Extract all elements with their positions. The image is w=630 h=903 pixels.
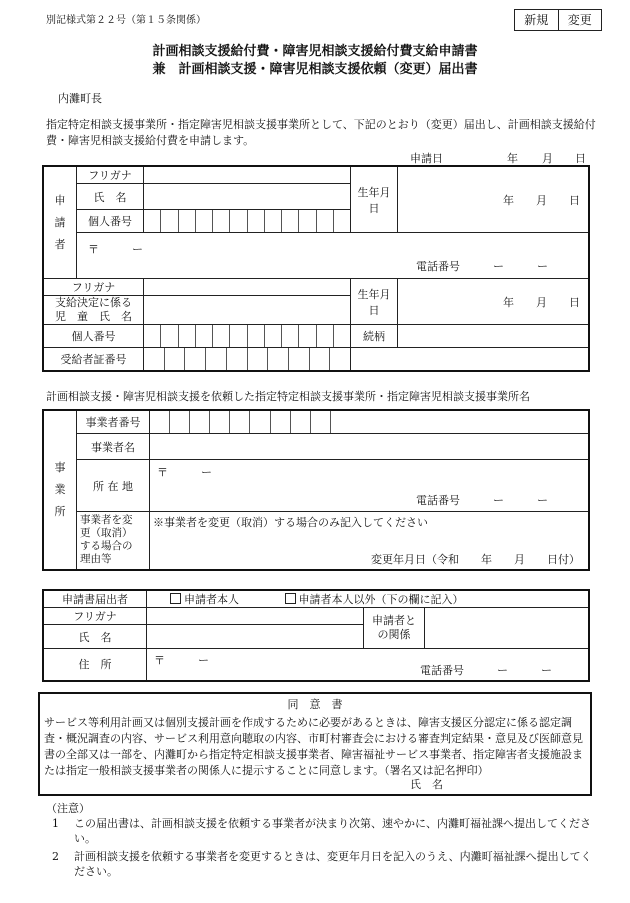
submitter-options xyxy=(147,590,590,608)
apply-month: 月 xyxy=(542,152,553,165)
apply-date xyxy=(410,150,586,166)
office-name-label: 事業者名 xyxy=(77,434,150,460)
change-reason-field[interactable] xyxy=(150,512,590,570)
submitter-name-field[interactable] xyxy=(147,625,364,649)
change-reason-label: 事業者を変 更（取消） する場合の 理由等 xyxy=(77,512,150,570)
office-address-label: 所 在 地 xyxy=(77,460,150,512)
change-date: 変更年月日（令和 年 月 日付） xyxy=(371,552,580,566)
child-furigana-field[interactable] xyxy=(144,279,351,296)
status-new[interactable]: 新規 xyxy=(515,10,559,30)
applicant-furigana-field[interactable] xyxy=(144,166,351,184)
submitter-address-field[interactable] xyxy=(147,649,590,681)
child-name-label: 支給決定に係る 児 童 氏 名 xyxy=(43,296,144,325)
consent-title: 同 意 書 xyxy=(287,698,343,711)
applicant-name-label: 氏 名 xyxy=(77,184,144,210)
title-line-2: 兼 計画相談支援・障害児相談支援依頼（変更）届出書 xyxy=(152,62,478,77)
child-name-field[interactable] xyxy=(144,296,351,325)
applicant-name-field[interactable] xyxy=(144,184,351,210)
submitter-name-label: 氏 名 xyxy=(43,625,147,649)
status-box xyxy=(514,9,602,31)
submitter-relation-label: 申請者と の関係 xyxy=(364,608,425,649)
applicant-table xyxy=(42,165,590,372)
submitter-phone: 電話番号 ー ー xyxy=(420,663,552,677)
notes-list xyxy=(52,816,602,879)
office-heading: 計画相談支援・障害児相談支援を依頼した指定特定相談支援事業所・指定障害児相談支援事業所名 xyxy=(46,390,530,403)
submitter-postal: 〒 ー xyxy=(154,654,209,667)
office-table xyxy=(42,409,590,571)
applicant-birth-field[interactable]: 年 月 日 xyxy=(398,166,590,233)
child-birth-field[interactable]: 年 月 日 xyxy=(398,279,590,325)
applicant-phone: 電話番号 ー ー xyxy=(416,260,548,273)
consent-text: サービス等利用計画又は個別支援計画を作成するために必要があるときは、障害支援区分認定に係る認定調査・概況調査の内容、サービス利用意向聴取の内容、市町村審査会における審査判定結果・意見及び医師意見書の全部又は一部を、内灘町から指定特定相談支援事業者、障害福祉サービス事業者、指定障害者支援施設または指定一般相談支援事業者の関係人に提示することに同意します。（署名又は記名押印） xyxy=(44,716,583,777)
checkbox-icon[interactable] xyxy=(170,593,181,604)
submitter-other-option[interactable]: 申請者本人以外（下の欄に記入） xyxy=(285,593,464,606)
apply-date-label: 申請日 xyxy=(410,152,443,165)
office-group-label: 事 業 所 xyxy=(43,410,77,570)
submitter-self-option[interactable]: 申請者本人 xyxy=(170,593,239,606)
office-phone: 電話番号 ー ー xyxy=(416,494,548,507)
child-furigana-label: フリガナ xyxy=(43,279,144,296)
submitter-furigana-field[interactable] xyxy=(147,608,364,625)
applicant-group-label: 申 請 者 xyxy=(43,166,77,279)
office-number-label: 事業者番号 xyxy=(77,410,150,434)
title-line-1: 計画相談支援給付費・障害児相談支援給付費支給申請書 xyxy=(152,44,478,59)
submitter-furigana-label: フリガナ xyxy=(43,608,147,625)
recipient-number-field[interactable] xyxy=(144,348,351,372)
apply-day: 日 xyxy=(575,152,586,165)
applicant-address-field[interactable] xyxy=(77,233,590,279)
office-address-field[interactable] xyxy=(150,460,590,512)
consent-sign-label: 氏 名 xyxy=(410,778,443,791)
child-id-label: 個人番号 xyxy=(43,325,144,348)
addressee: 内灘町長 xyxy=(58,92,102,105)
child-birth-label: 生年月日 xyxy=(351,279,398,325)
apply-year: 年 xyxy=(507,152,518,165)
note-item: 2 計画相談支援を依頼する事業者を変更するときは、変更年月日を記入のうえ、内灘町福祉課へ提出してください。 xyxy=(52,850,592,878)
applicant-birth-label: 生年月日 xyxy=(351,166,398,233)
consent-box xyxy=(38,692,592,796)
note-item: 1 この届出書は、計画相談支援を依頼する事業者が決まり次第、速やかに、内灘町福祉課へ提出してください。 xyxy=(52,817,591,845)
recipient-number-label: 受給者証番号 xyxy=(43,348,144,372)
intro-text: 指定特定相談支援事業所・指定障害児相談支援事業所として、下記のとおり（変更）届出し、計画相談支援給付費・障害児相談支援給付費を申請します。 xyxy=(46,118,596,147)
child-id-field[interactable] xyxy=(144,325,351,348)
child-relation-field[interactable] xyxy=(398,325,590,348)
form-number: 別記様式第２２号（第１５条関係） xyxy=(46,15,206,26)
submitter-relation-field[interactable] xyxy=(425,608,590,649)
status-change[interactable]: 変更 xyxy=(567,13,592,27)
applicant-id-label: 個人番号 xyxy=(77,210,144,233)
submitter-label: 申請書届出者 xyxy=(43,590,147,608)
office-number-field[interactable] xyxy=(150,410,590,434)
office-name-field[interactable] xyxy=(150,434,590,460)
notes-heading: （注意） xyxy=(46,802,90,815)
applicant-postal: 〒 ー xyxy=(88,243,143,256)
applicant-id-field[interactable] xyxy=(144,210,351,233)
submitter-address-label: 住 所 xyxy=(43,649,147,681)
submitter-table xyxy=(42,589,590,682)
office-postal: 〒 ー xyxy=(157,466,212,479)
child-relation-label: 続柄 xyxy=(351,325,398,348)
applicant-furigana-label: フリガナ xyxy=(77,166,144,184)
checkbox-icon[interactable] xyxy=(285,593,296,604)
change-reason-note: ※事業者を変更（取消）する場合のみ記入してください xyxy=(153,516,428,529)
